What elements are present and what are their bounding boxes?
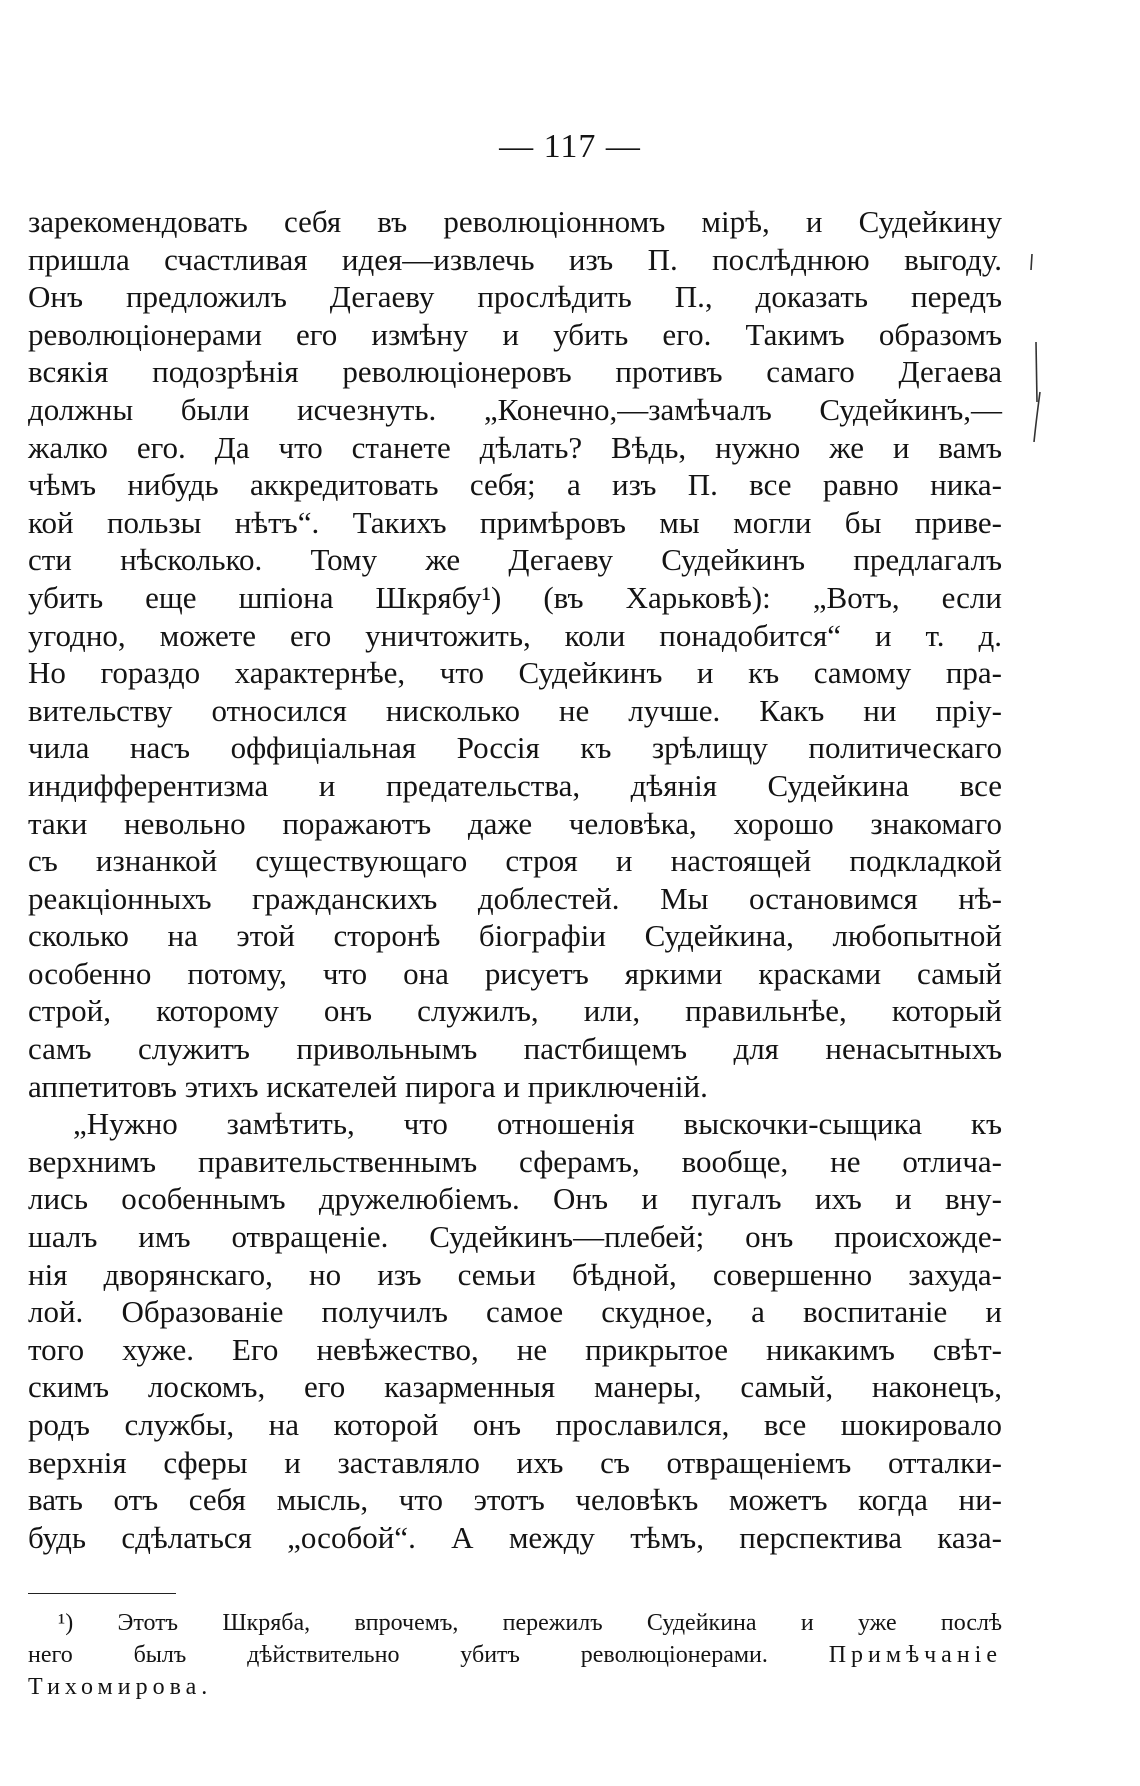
page-number: — 117 — [499,128,641,165]
margin-pencil-marks [1028,252,1048,442]
body-text [28,203,1002,1556]
text-line: Онъ предложилъ Дегаеву прослѣдить П., доказать передъ [28,279,1002,315]
text-line: скимъ лоскомъ, его казарменныя манеры, самый, наконецъ, [28,1369,1002,1405]
text-line: строй, которому онъ служилъ, или, правильнѣе, который [28,993,1002,1029]
footnote-line [28,1639,1002,1671]
text-line: всякія подозрѣнія революціонеровъ противъ самаго Дегаева [28,354,1002,390]
footnote-text: него былъ дѣйствительно убитъ революціонерами. [28,1642,768,1668]
text-line: убить еще шпіона Шкрябу¹) (въ Харьковѣ): „Вотъ, если [28,579,1002,615]
text-line: верхнія сферы и заставляло ихъ съ отвращеніемъ отталки- [28,1444,1002,1480]
text-line: революціонерами его измѣну и убить его. Такимъ образомъ [28,316,1002,352]
text-line: вать отъ себя мысль, что этотъ человѣкъ можетъ когда ни- [28,1482,1002,1518]
text-line: Но гораздо характернѣе, что Судейкинъ и къ самому пра- [28,655,1002,691]
text-line: лись особеннымъ дружелюбіемъ. Онъ и пугалъ ихъ и вну- [28,1181,1002,1217]
text-line: индифферентизма и предательства, дѣянія Судейкина все [28,767,1002,803]
text-line: „Нужно замѣтить, что отношенія выскочки-сыщика къ [73,1106,1002,1142]
text-line: будь сдѣлаться „особой“. А между тѣмъ, перспектива каза- [28,1519,1002,1555]
text-line: кой пользы нѣтъ“. Такихъ примѣровъ мы могли бы приве- [28,504,1002,540]
text-line: чила насъ оффиціальная Россія къ зрѣлищу политическаго [28,730,1002,766]
text-line: чѣмъ нибудь аккредитовать себя; а изъ П. все равно ника- [28,467,1002,503]
footnote-note-label: Примѣчаніе [828,1642,1002,1668]
text-line: реакціонныхъ гражданскихъ доблестей. Мы остановимся нѣ- [28,880,1002,916]
footnote [28,1607,1002,1703]
text-line: особенно потому, что она рисуетъ яркими красками самый [28,955,1002,991]
text-line: сколько на этой сторонѣ біографіи Судейкина, любопытной [28,918,1002,954]
text-line: того хуже. Его невѣжество, не прикрытое никакимъ свѣт- [28,1331,1002,1367]
text-line: нія дворянскаго, но изъ семьи бѣдной, совершенно захуда- [28,1256,1002,1292]
text-line: угодно, можете его уничтожить, коли понадобится“ и т. д. [28,617,1002,653]
text-line: шалъ имъ отвращеніе. Судейкинъ—плебей; онъ происхожде- [28,1219,1002,1255]
footnote-divider [28,1593,176,1594]
text-line: аппетитовъ этихъ искателей пирога и приключеній. [28,1068,708,1104]
text-line: должны были исчезнуть. „Конечно,—замѣчалъ Судейкинъ,— [28,391,1002,427]
footnote-line: ¹) Этотъ Шкряба, впрочемъ, пережилъ Судейкина и уже послѣ [58,1610,1002,1636]
text-line: сти нѣсколько. Тому же Дегаеву Судейкинъ предлагалъ [28,542,1002,578]
text-line: верхнимъ правительственнымъ сферамъ, вообще, не отлича- [28,1143,1002,1179]
footnote-author: Тихомирова. [28,1674,213,1700]
text-line: пришла счастливая идея—извлечь изъ П. послѣднюю выгоду. [28,241,1002,277]
text-line: самъ служитъ привольнымъ пастбищемъ для ненасытныхъ [28,1031,1002,1067]
text-line: зарекомендовать себя въ революціонномъ мірѣ, и Судейкину [28,204,1002,239]
text-line: таки невольно поражаютъ даже человѣка, хорошо знакомаго [28,805,1002,841]
text-line: съ изнанкой существующаго строя и настоящей подкладкой [28,843,1002,879]
text-line: лой. Образованіе получилъ самое скудное, а воспитаніе и [28,1294,1002,1330]
text-line: родъ службы, на которой онъ прославился, все шокировало [28,1407,1002,1442]
text-line: жалко его. Да что станете дѣлать? Вѣдь, нужно же и вамъ [28,429,1002,465]
text-line: вительству относился нисколько не лучше. Какъ ни пріу- [28,692,1002,728]
